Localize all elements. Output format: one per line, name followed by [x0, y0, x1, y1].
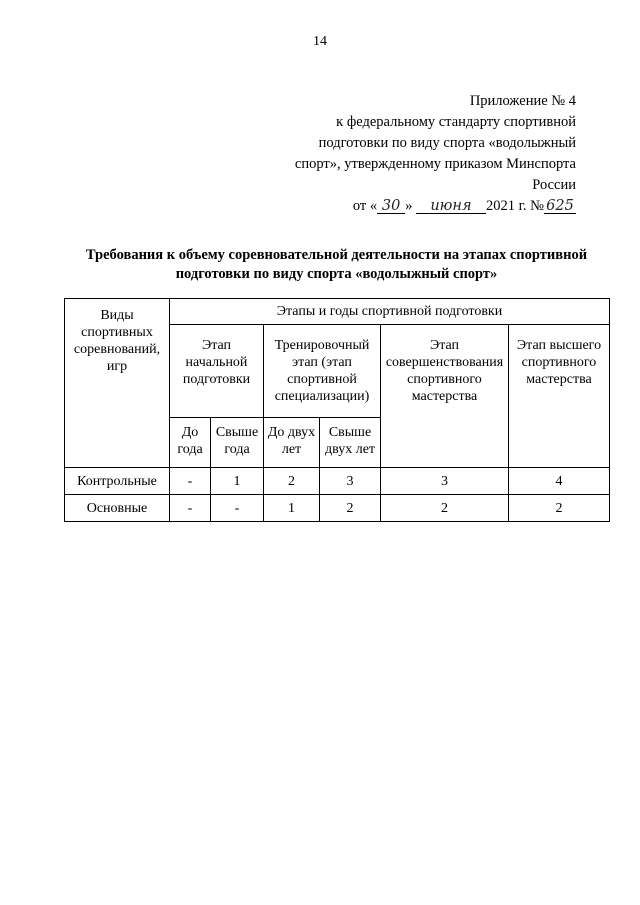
table-cell: 2 [381, 495, 509, 522]
table-cell: - [170, 495, 211, 522]
date-prefix: от « [352, 198, 378, 214]
sub-header: Свыше двух лет [320, 418, 381, 468]
handwritten-order-number: 625 [544, 199, 576, 214]
stage-header: Этап начальной подготовки [170, 325, 264, 418]
appendix-line: к федеральному стандарту спортивной [336, 114, 576, 130]
table-row [65, 495, 610, 522]
table-cell: 1 [264, 495, 320, 522]
table-cell: 3 [320, 468, 381, 495]
title-line: Требования к объему соревновательной деятельности на этапах спортивной [85, 247, 588, 263]
document-title [64, 246, 609, 284]
table-cell: 1 [211, 468, 264, 495]
requirements-table [64, 298, 610, 522]
table-cell: 2 [320, 495, 381, 522]
table-cell: 2 [509, 495, 610, 522]
stage-header: Этап совершенствования спортивного мастерства [381, 325, 509, 468]
appendix-line: спорт», утвержденному приказом Минспорта [294, 156, 576, 172]
sub-header: До года [170, 418, 211, 468]
row-label: Контрольные [65, 468, 170, 495]
appendix-date-line [276, 196, 576, 217]
appendix-line: подготовки по виду спорта «водолыжный [318, 135, 576, 151]
appendix-line: Приложение № 4 [469, 93, 576, 109]
group-header: Этапы и годы спортивной подготовки [170, 299, 610, 325]
page-number: 14 [313, 34, 327, 49]
table-cell: - [211, 495, 264, 522]
table-row [65, 468, 610, 495]
stage-header: Этап высшего спортивного мастерства [509, 325, 610, 468]
corner-header: Виды спортивных соревнований, игр [65, 299, 170, 468]
title-line: подготовки по виду спорта «водолыжный спорт» [175, 266, 498, 282]
sub-header: До двух лет [264, 418, 320, 468]
table-cell: - [170, 468, 211, 495]
handwritten-month: июня [416, 199, 486, 214]
date-year: 2021 г. № [485, 198, 544, 214]
appendix-block [276, 91, 576, 217]
stage-header: Тренировочный этап (этап спортивной специализации) [264, 325, 381, 418]
handwritten-day: 30 [377, 199, 405, 214]
sub-header: Свыше года [211, 418, 264, 468]
date-mid: » [405, 198, 413, 214]
row-label: Основные [65, 495, 170, 522]
table-cell: 3 [381, 468, 509, 495]
table-cell: 2 [264, 468, 320, 495]
appendix-line: России [532, 177, 576, 193]
table-cell: 4 [509, 468, 610, 495]
